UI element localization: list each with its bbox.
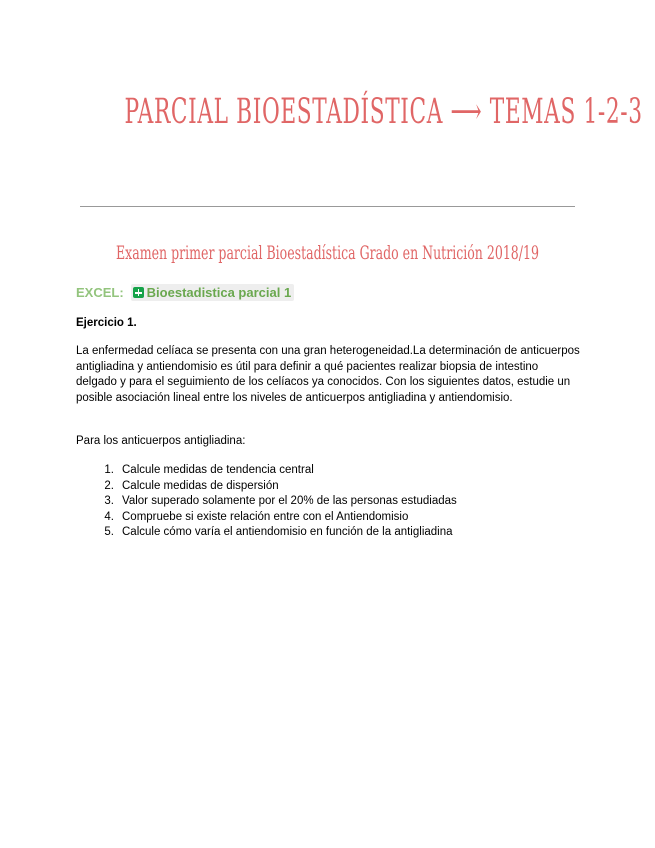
list-item: [76, 510, 581, 526]
list-item-number: 1.: [104, 464, 114, 476]
google-sheets-icon: [133, 287, 144, 298]
exercise-intro-paragraph: La enfermedad celíaca se presenta con una gran heterogeneidad.La determinación de anticuerpos antigliadina y antiendomisio es útil para definir a qué pacientes realizar biopsia de intestino delgado y para el seguimiento de los celíacos ya conocidos. Con los siguientes datos, estudie un posible asociación lineal entre los niveles de anticuerpos antigliadina y antiendomisio.: [76, 345, 580, 404]
list-item: [76, 494, 581, 510]
exam-subtitle: Examen primer parcial Bioestadística Grado en Nutrición 2018/19: [116, 242, 539, 264]
list-item-text: Calcule medidas de dispersión: [122, 479, 279, 492]
task-list: [76, 463, 581, 541]
list-item-number: 5.: [104, 526, 114, 539]
list-item-text: Valor superado solamente por el 20% de las personas estudiadas: [122, 495, 457, 508]
list-item-number: 4.: [104, 510, 114, 523]
exercise-sub-intro: Para los anticuerpos antigliadina:: [76, 435, 246, 447]
excel-link-row: [76, 284, 294, 301]
page-title: PARCIAL BIOESTADÍSTICA ⟶ TEMAS 1-2-3: [124, 92, 643, 132]
list-item: [76, 463, 581, 479]
list-item: [76, 525, 581, 541]
list-item-number: 3.: [104, 495, 114, 508]
horizontal-divider: [80, 206, 575, 207]
excel-label: EXCEL:: [76, 285, 124, 300]
list-item-number: 2.: [104, 479, 114, 492]
spreadsheet-smart-chip[interactable]: [131, 284, 295, 301]
list-item: [76, 479, 581, 495]
list-item-text: Calcule cómo varía el antiendomisio en función de la antigliadina: [122, 526, 453, 539]
list-item-text: Compruebe si existe relación entre con el Antiendomisio: [122, 510, 409, 523]
list-item-text: Calcule medidas de tendencia central: [122, 464, 314, 476]
spreadsheet-link[interactable]: Bioestadistica parcial 1: [146, 285, 292, 300]
exercise-heading: Ejercicio 1.: [76, 317, 137, 329]
